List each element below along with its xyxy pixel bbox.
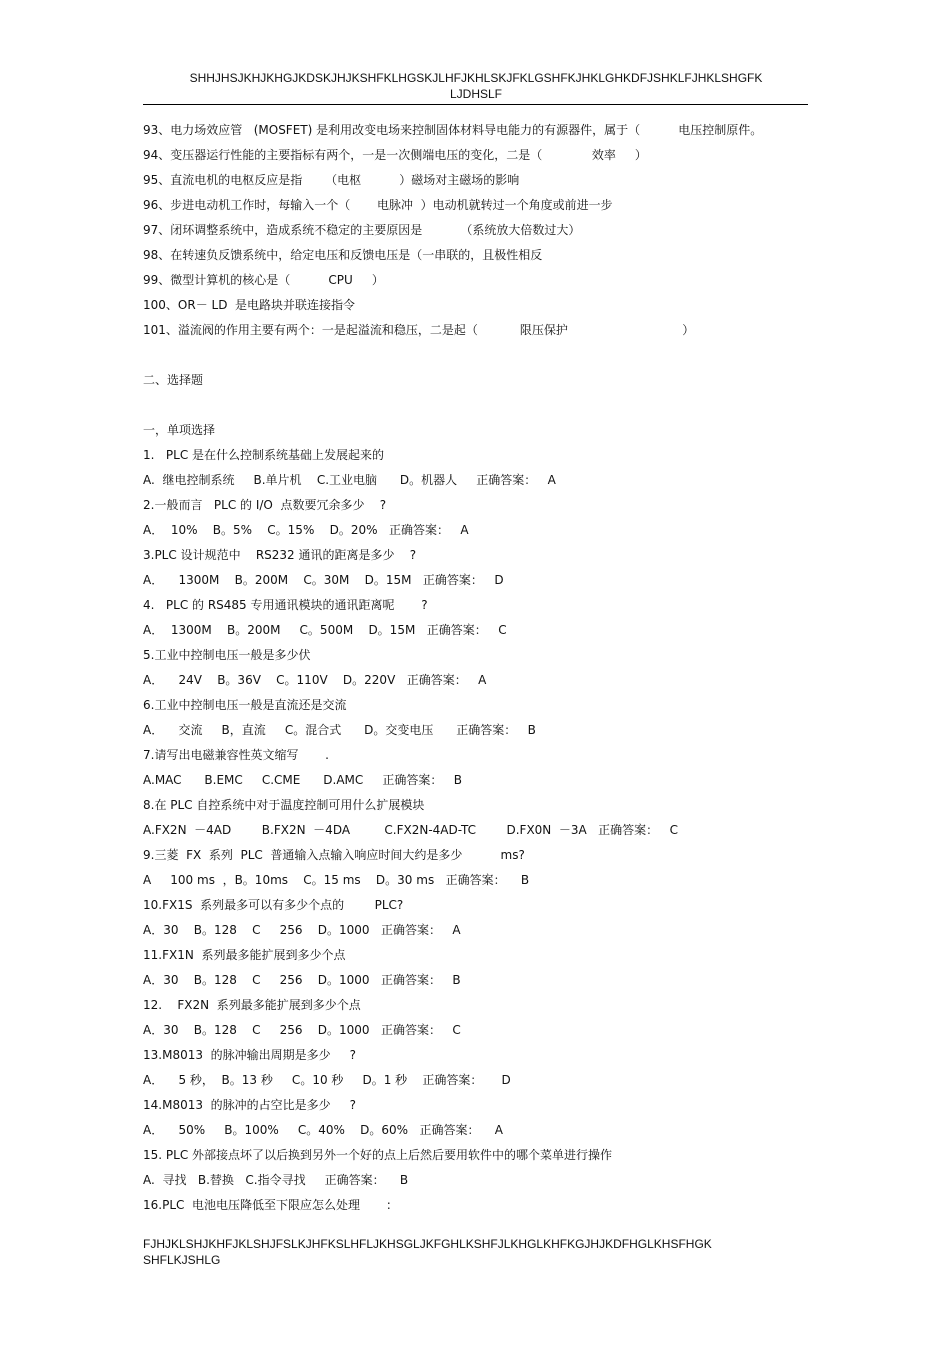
fill-item-97: 97、闭环调整系统中，造成系统不稳定的主要原因是 （系统放大倍数过大） — [143, 223, 581, 237]
answer-4: A． 1300M B。200M C。500M D。15M 正确答案： C — [143, 623, 507, 637]
answer-1: A. 继电控制系统 B.单片机 C.工业电脑 D。机器人 正确答案： A — [143, 473, 556, 487]
answer-15: A. 寻找 B.替换 C.指令寻找 正确答案： B — [143, 1173, 409, 1187]
question-9: 9.三菱 FX 系列 PLC 普通输入点输入响应时间大约是多少 ms? — [143, 848, 525, 862]
page-footer — [143, 1236, 803, 1268]
question-1: 1. PLC 是在什么控制系统基础上发展起来的 — [143, 448, 385, 462]
question-8: 8.在 PLC 自控系统中对于温度控制可用什么扩展模块 — [143, 798, 425, 812]
question-2: 2.一般而言 PLC 的 I/O 点数要冗余多少 ? — [143, 498, 387, 512]
answer-11: A．30 B。128 C 256 D。1000 正确答案： B — [143, 973, 461, 987]
question-15: 15. PLC 外部接点坏了以后换到另外一个好的点上后然后要用软件中的哪个菜单进行操作 — [143, 1148, 613, 1162]
question-14: 14.M8013 的脉冲的占空比是多少 ? — [143, 1098, 357, 1112]
question-16: 16.PLC 电池电压降低至下限应怎么处理 : — [143, 1198, 391, 1212]
answer-2: A． 10% B。5% C。15% D。20% 正确答案： A — [143, 523, 469, 537]
answer-3: A． 1300M B。200M C。30M D。15M 正确答案： D — [143, 573, 504, 587]
answer-7: A.MAC B.EMC C.CME D.AMC 正确答案： B — [143, 773, 463, 787]
answer-5: A． 24V B。36V C。110V D。220V 正确答案： A — [143, 673, 487, 687]
footer-line-2: SHFLKJSHLG — [143, 1253, 221, 1267]
answer-6: A． 交流 B，直流 C。混合式 D。交变电压 正确答案： B — [143, 723, 536, 737]
question-12: 12. FX2N 系列最多能扩展到多少个点 — [143, 998, 361, 1012]
question-4: 4. PLC 的 RS485 专用通讯模块的通讯距离呢 ? — [143, 598, 428, 612]
header-line-1: SHHJHSJKHJKHGJKDSKJHJKSHFKLHGSKJLHFJKHLSKJFKLGSHFKJHKLGHKDFJSHKLFJHKLSHGFK — [189, 71, 763, 85]
fill-item-96: 96、步进电动机工作时，每输入一个（ 电脉冲 ）电动机就转过一个角度或前进一步 — [143, 198, 613, 212]
answer-12: A．30 B。128 C 256 D。1000 正确答案： C — [143, 1023, 461, 1037]
header-line-2: LJDHSLF — [449, 87, 502, 101]
question-5: 5.工业中控制电压一般是多少伏 — [143, 648, 311, 662]
footer-line-1: FJHJKLSHJKHFJKLSHJFSLKJHFKSLHFLJKHSGLJKFGHLKSHFJLKHGLKHFKGJHJKDFHGLKHSFHGK — [143, 1237, 712, 1251]
question-6: 6.工业中控制电压一般是直流还是交流 — [143, 698, 347, 712]
fill-item-99: 99、微型计算机的核心是（ CPU ） — [143, 273, 384, 287]
document-body — [143, 118, 823, 1218]
subsection-title: 一，单项选择 — [143, 423, 216, 437]
answer-10: A．30 B。128 C 256 D。1000 正确答案： A — [143, 923, 461, 937]
page-header — [143, 70, 809, 102]
spacer — [143, 343, 823, 368]
spacer — [143, 393, 823, 418]
question-10: 10.FX1S 系列最多可以有多少个点的 PLC? — [143, 898, 404, 912]
header-divider — [143, 104, 808, 105]
fill-item-101: 101、溢流阀的作用主要有两个：一是起溢流和稳压，二是起（ 限压保护 ） — [143, 323, 695, 337]
fill-item-93: 93、电力场效应管 (MOSFET) 是利用改变电场来控制固体材料导电能力的有源器件，属于（ 电压控制原件。 — [143, 123, 763, 137]
answer-8: A.FX2N －4AD B.FX2N －4DA C.FX2N-4AD-TC D.FX0N －3A 正确答案： C — [143, 823, 679, 837]
section-title: 二、选择题 — [143, 373, 204, 387]
fill-item-95: 95、直流电机的电枢反应是指 （电枢 ）磁场对主磁场的影响 — [143, 173, 520, 187]
fill-item-94: 94、变压器运行性能的主要指标有两个，一是一次侧端电压的变化，二是（ 效率 ） — [143, 148, 647, 162]
fill-item-100: 100、OR－ LD 是电路块并联连接指令 — [143, 298, 356, 312]
answer-9: A 100 ms ，B。10ms C。15 ms D。30 ms 正确答案： B — [143, 873, 530, 887]
answer-14: A． 50% B。100% C。40% D。60% 正确答案： A — [143, 1123, 503, 1137]
fill-item-98: 98、在转速负反馈系统中，给定电压和反馈电压是（一串联的，且极性相反 — [143, 248, 543, 262]
question-11: 11.FX1N 系列最多能扩展到多少个点 — [143, 948, 346, 962]
answer-13: A． 5 秒， B。13 秒 C。10 秒 D。1 秒 正确答案： D — [143, 1073, 511, 1087]
question-3: 3.PLC 设计规范中 RS232 通讯的距离是多少 ? — [143, 548, 417, 562]
question-13: 13.M8013 的脉冲输出周期是多少 ? — [143, 1048, 357, 1062]
question-7: 7.请写出电磁兼容性英文缩写 . — [143, 748, 329, 762]
